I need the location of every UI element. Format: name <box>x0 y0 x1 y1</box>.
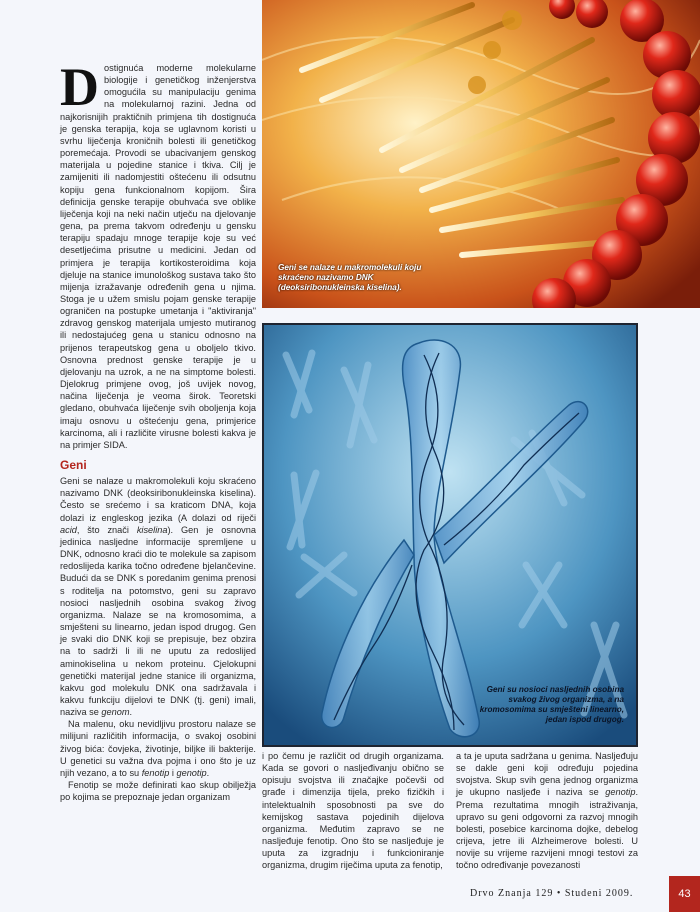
chromosome-illustration <box>262 323 638 747</box>
section-heading: Geni <box>60 458 87 472</box>
intro-text: ostignuća moderne molekularne biologije i genetičkog inženjerstva omogućila su manipulaciju genima na molekularnoj razini. Jedna od najkorisnijih praktičnih primjena tih dostignuća je genska terapija, koja se uglavnom koristi u svrhu liječenja kroničnih bolesti ili genetičkog poremećaja. Provodi se ubacivanjem genskog materijala u pojedine stanice i tkiva. Cilj je zamijeniti ili nadomjestiti oštećenu ili odsutnu kopiju gena funkcionalnom kopijom. Šira definicija genske terapije obuhvaća sve oblike liječenja koji na neki način utječu na djelovanje gena, pa prema takvom određenju u gensku terapiju spadaju mnoge terapije koje su već desetljećima prisutne u medicini. Jedan od primjera je terapija kortikosteroidima koja djeluje na stanice imunološkog sustava tako što mijenja izražavanje određenih gena u njima. Stoga je u užem smislu pojam genske terapije ograničen na postupke umetanja i "aktiviranja" zdravog genskog materijala umjesto mutiranog ili nedostajućeg gena u stanicu odnosno na prijenos terapeutskog gena u oboljelo tkivo. Osnovna prednost genske terapije je u djelovanju na uzrok, a ne na simptome bolesti. Djelokrug primjene ovog, još uvijek novog, načina liječenja je veoma širok. Teoretski gledano, obuhvaća liječenje svih oboljenja koja imaju osnovu u oštećenju gena, primjerice karcinoma, ali i različite virusne bolesti kakva je na primjer SIDA. <box>60 63 256 450</box>
drop-cap: D <box>60 57 99 117</box>
intro-paragraph <box>60 57 256 451</box>
bottom-column-1 <box>262 750 444 872</box>
genes-paragraph-2: Na malenu, oku nevidljivu prostoru nalaze se milijuni različitih informacija, o svakoj osobini živog bića: čovjeka, životinje, biljke ili bakterije. U genetici su važna dva pojma i ono što je uz njih vezano, a to su fenotip i genotip. <box>60 719 256 778</box>
dna-helix-image <box>262 0 700 308</box>
bottom-paragraph-2: a ta je uputa sadržana u genima. Nasljeđuju se dakle geni koji određuju pojedina svojstva. Skup svih gena jednog organizma je ukupno nasljeđe i naziva se genotip. Prema rezultatima mnogih istraživanja, upravo su geni odgovorni za razvoj mnogih bolesti, posebice karcinoma dojke, debelog crijeva, jetre ili Alzheimerove bolesti. U novije su vrijeme razvijeni mnogi testovi za točno određivanje povezanosti <box>456 751 638 871</box>
dna-caption: Geni se nalaze u makromolekuli koju skraćeno nazivamo DNK (deoksiribonukleinska kiselina). <box>278 263 422 292</box>
dna-illustration <box>262 0 700 308</box>
genes-paragraph-3: Fenotip se može definirati kao skup obilježja po kojima se prepoznaje jedan organizam <box>60 780 256 803</box>
genes-paragraph-1: Geni se nalaze u makromolekuli koju skraćeno nazivamo DNK (deoksiribonukleinska kiselina). Često se srećemo i sa kraticom DNA, koja dolazi iz engleskog jezika (A dolazi od riječi acid, što znači kiselina). Gen je osnovna jedinica nasljedne informacije spremljene u DNK, odnosno kraći dio te molekule sa zapisom redoslijeda karika točno određene bjelančevine. Budući da se DNK s poredanim genima prenosi s roditelja na potomstvo, geni su zapravo nosioci nasljednih osobina svakog živog organizma. Nalaze se na kromosomima, a smješteni su linearno, jedan ispod drugog. Gen je svaki dio DNK koji se prepisuje, bez obzira na to sadrži li ili ne uputu za redoslijed aminokiselina u nekom proteinu. Cjelokupni genetički materijal jedne stanice ili organizma, kakvu god molekulu DNK ona sadržavala i kakvu funkciju dijelovi te DNK (tj. geni) imali, naziva se genom. <box>60 476 256 718</box>
bottom-column-2 <box>456 750 638 872</box>
chromosome-caption: Geni su nosioci nasljednih osobina svakog živog organizma, a na kromosomima su smješteni linearno, jedan ispod drugog. <box>479 685 624 724</box>
article-text-column <box>60 57 256 803</box>
page-number: 43 <box>669 876 700 912</box>
chromosome-image <box>264 325 636 745</box>
footer-issue: Drvo Znanja 129 • Studeni 2009. <box>470 888 634 899</box>
bottom-paragraph-1: i po čemu je različit od drugih organizama. Kada se govori o nasljeđivanju obično se opisuju svojstva ili značajke počevši od građe i dimenzija tijela, preko fizičkih i intelektualnih sposobnosti pa sve do kemijskog sastava pojedinih dijelova organizma. Međutim zapravo se ne nasljeđuje fenotip. Ono što se nasljeđuje je uputa za izgradnju i funkcioniranje organizma, drugim riječima uputa za fenotip, <box>262 751 444 871</box>
